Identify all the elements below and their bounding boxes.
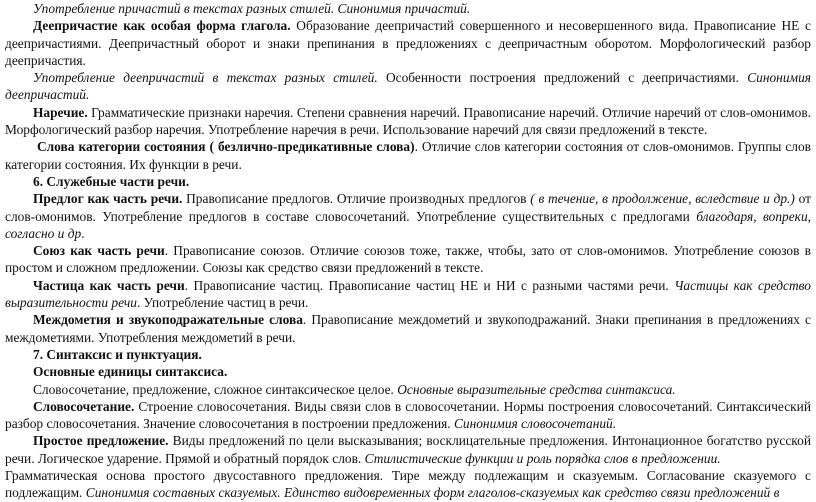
paragraph-2 <box>5 17 811 69</box>
paragraph-7 <box>5 190 811 242</box>
italic-text: Синонимия составных сказуемых. Единство видовременных форм глаголов-сказуемых как средство связи предложений в <box>85 485 780 501</box>
bold-heading: 7. Синтаксис и пунктуация. <box>33 346 202 362</box>
italic-text: Синонимия деепричастий. <box>5 70 811 103</box>
body-text: . Употребление частиц в речи. <box>136 295 309 311</box>
bold-heading: Словосочетание. <box>33 398 135 414</box>
italic-text: Частицы как средство выразительности речи <box>5 277 812 311</box>
paragraph-11 <box>5 346 811 363</box>
paragraph-3 <box>5 69 811 104</box>
bold-heading: Частица как часть речи <box>33 277 185 293</box>
paragraph-4 <box>5 104 811 139</box>
italic-text: Употребление деепричастий в текстах разных стилей. <box>33 70 378 86</box>
bold-heading: Простое предложение. <box>33 433 169 449</box>
italic-text: благодаря, вопреки, согласно и др <box>5 208 811 241</box>
body-text: Строение словосочетания. Виды связи слов в словосочетании. Нормы построения словосочетаний. Синтаксический разбор словосочетания. Значение словосочетания в построении предложения. <box>5 398 811 432</box>
body-text: от слов-омонимов. Употребление предлогов в составе словосочетаний. Употребление существительных с предлогами <box>5 191 811 224</box>
paragraph-14 <box>5 398 811 433</box>
italic-text: Употребление причастий в текстах разных стилей. Синонимия причастий. <box>33 1 471 16</box>
body-text: . Правописание междометий и звукоподражаний. Знаки препинания в предложениях с междометиями. Употребления междометий в речи. <box>5 312 811 345</box>
body-text: Грамматическая основа простого двусоставного предложения. Тире между подлежащим и сказуемым. Согласование сказуемого с подлежащим. <box>5 468 811 501</box>
italic-text: Основные выразительные средства синтаксиса. <box>397 381 676 397</box>
bold-heading: Наречие. <box>33 104 88 120</box>
bold-heading: 6. Служебные части речи. <box>33 173 190 189</box>
body-text: Особенности построения предложений с деепричастиями. <box>377 70 748 86</box>
paragraph-6 <box>5 173 811 190</box>
paragraph-13 <box>5 381 811 398</box>
body-text: Словосочетание, предложение, сложное синтаксическое целое. <box>33 381 398 397</box>
paragraph-10 <box>5 311 811 346</box>
paragraph-12 <box>5 363 811 380</box>
paragraph-1 <box>5 0 811 17</box>
bold-heading: Слова категории состояния ( безлично-предикативные слова) <box>37 139 415 155</box>
italic-text: Синонимия словосочетаний. <box>453 416 617 432</box>
body-text: . Правописание союзов. Отличие союзов тоже, также, чтобы, зато от слов-омонимов. Употребление союзов в простом и сложном предложении. Союзы как средство связи предложений в тексте. <box>5 243 811 276</box>
bold-heading: Деепричастие как особая форма глагола. <box>33 18 291 34</box>
body-text: . <box>81 225 85 241</box>
body-text: Образование деепричастий совершенного и несовершенного вида. Правописание НЕ с деепричастиями. Деепричастный оборот и знаки препинания в предложениях с деепричастным оборотом. Морфологический разбор деепричастия. <box>5 18 811 68</box>
paragraph-8 <box>5 242 811 277</box>
bold-heading: Предлог как часть речи. <box>33 191 183 207</box>
body-text: Виды предложений по цели высказывания; восклицательные предложения. Интонационное богатство русской речи. Логическое ударение. Прямой и обратный порядок слов. <box>5 433 811 466</box>
body-text: Грамматические признаки наречия. Степени сравнения наречий. Правописание наречий. Отличие наречий от слов-омонимов. Морфологический разбор наречия. Употребление наречия в речи. Использование наречий для связи предложений в тексте. <box>5 104 811 138</box>
bold-heading: Основные единицы синтаксиса. <box>33 364 228 380</box>
paragraph-5 <box>5 138 811 173</box>
body-text: . Правописание частиц. Правописание частиц НЕ и НИ с разными частями речи. <box>184 277 675 293</box>
bold-heading: Союз как часть речи <box>33 243 165 259</box>
paragraph-9 <box>5 277 811 312</box>
body-text: Правописание предлогов. Отличие производных предлогов <box>182 191 531 207</box>
bold-heading: Междометия и звукоподражательные слова <box>33 312 303 328</box>
paragraph-15 <box>5 432 811 467</box>
paragraph-16 <box>5 467 811 502</box>
body-text: . Отличие слов категории состояния от слов-омонимов. Группы слов категории состояния. Их функции в речи. <box>5 139 812 172</box>
italic-text: ( в течение, в продолжение, вследствие и др.) <box>530 191 795 207</box>
italic-text: Стилистические функции и роль порядка слов в предложении. <box>364 450 721 466</box>
